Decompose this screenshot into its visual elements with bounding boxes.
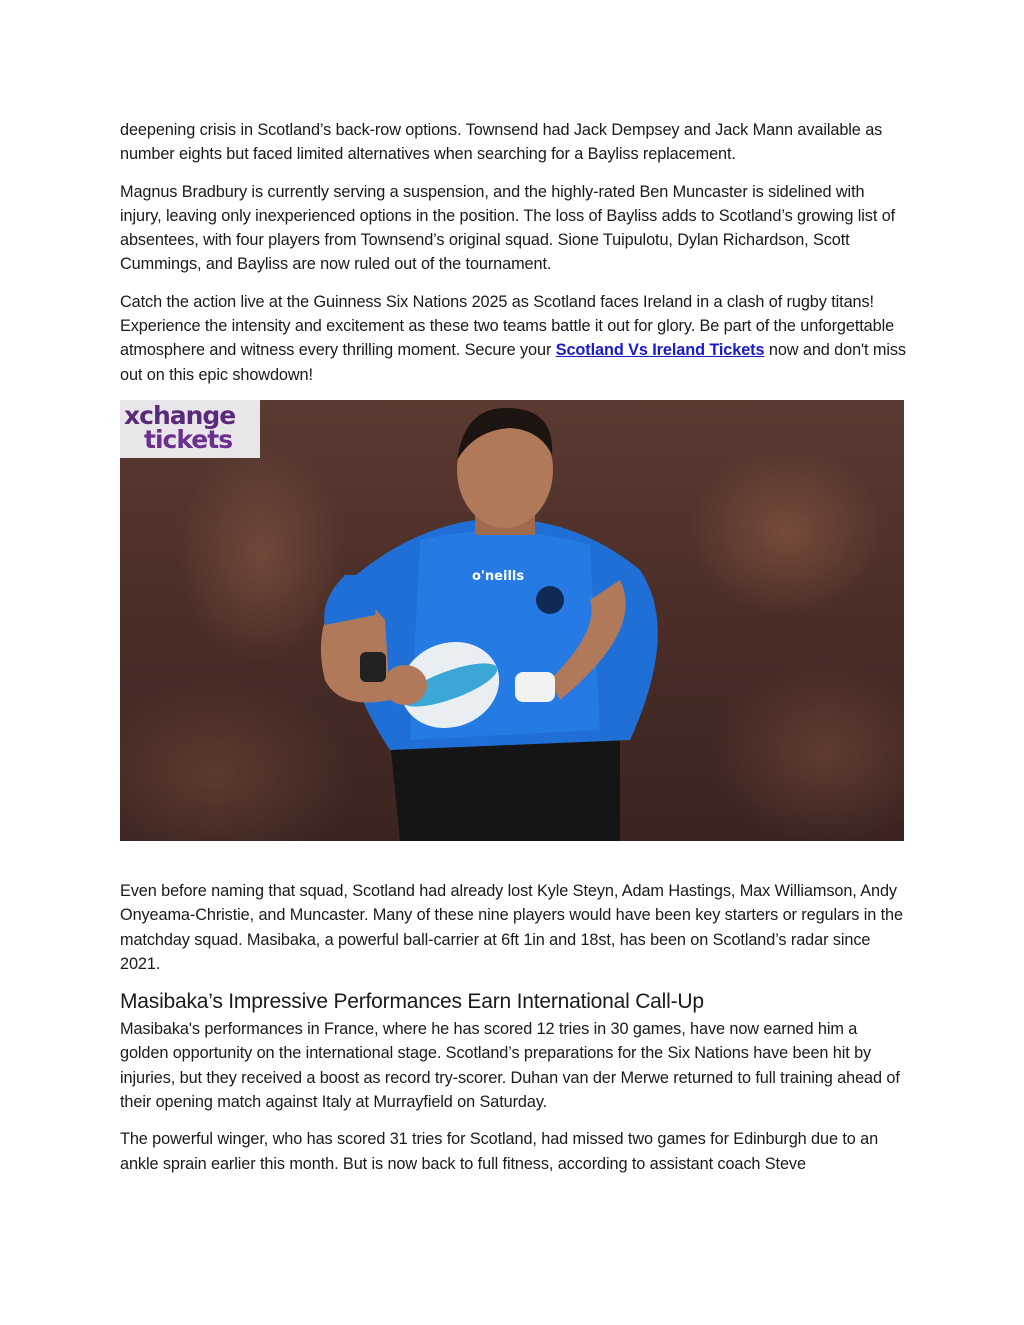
tickets-link[interactable]: Scotland Vs Ireland Tickets: [555, 341, 765, 360]
cta-text-after: now and don't miss out on this epic showdown!: [120, 341, 906, 384]
paragraph-winger-return: The powerful winger, who has scored 31 tries for Scotland, had missed two games for Edinburgh due to an ankle sprain earlier this month. But is now back to full fitness, according to assistant coach Steve: [120, 1130, 879, 1173]
logo-text-line2: tickets: [144, 424, 233, 454]
paragraph-absentees: Magnus Bradbury is currently serving a suspension, and the highly-rated Ben Muncaster is sidelined with injury, leaving only inexperienced options in the position. The loss of Bayliss adds to Scotland’s growing list of absentees, with four players from Townsend’s original squad. Sione Tuipulotu, Dylan Richardson, Scott Cummings, and Bayliss are now ruled out of the tournament.: [120, 182, 896, 274]
jersey-brand-text: o'neills: [472, 568, 525, 584]
cta-text-before: Catch the action live at the Guinness Six Nations 2025 as Scotland faces Ireland in a clash of rugby titans! Experience the intensity and excitement as these two teams battle it out for glory. Be part of the unforgettable atmosphere and witness every thrilling moment. Secure your: [120, 292, 895, 360]
paragraph-performances-france: Masibaka's performances in France, where he has scored 12 tries in 30 games, have now earned him a golden opportunity on the international stage. Scotland’s preparations for the Six Nations have been hit by injuries, but they received a boost as record try-scorer. Duhan van der Merwe returned to full training ahead of their opening match against Italy at Murrayfield on Saturday.: [120, 1020, 900, 1112]
xchange-tickets-logo: [120, 400, 260, 458]
paragraph-earlier-losses: Even before naming that squad, Scotland had already lost Kyle Steyn, Adam Hastings, Max Williamson, Andy Onyeama-Christie, and Muncaster. Many of these nine players would have been key starters or regulars in the matchday squad. Masibaka, a powerful ball-carrier at 6ft 1in and 18st, has been on Scotland’s radar since 2021.: [120, 881, 903, 973]
article-body: [120, 118, 906, 1189]
section-heading: Masibaka’s Impressive Performances Earn International Call-Up: [120, 990, 704, 1014]
paragraph-tickets-cta: [120, 290, 906, 387]
player-illustration: [120, 400, 904, 841]
paragraph-back-row-crisis: deepening crisis in Scotland’s back-row options. Townsend had Jack Dempsey and Jack Mann available as number eights but faced limited alternatives when searching for a Bayliss replacement.: [120, 121, 883, 164]
logo-text-line1: xchange: [124, 400, 236, 430]
rugby-player-photo: [120, 400, 904, 841]
